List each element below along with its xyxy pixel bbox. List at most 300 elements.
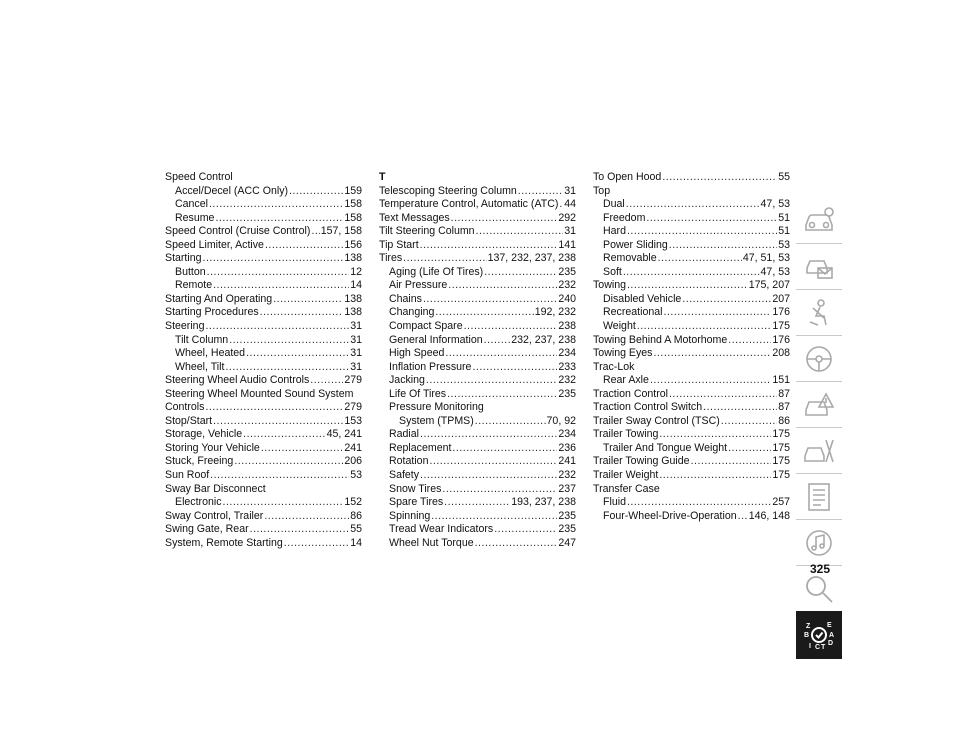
page-reference[interactable]: 232, 237, 238 xyxy=(511,333,576,346)
tab-index[interactable] xyxy=(796,611,842,659)
index-heading: Trac-Lok xyxy=(593,360,635,373)
index-subentry xyxy=(593,198,790,212)
index-entry xyxy=(379,239,576,253)
index-entry xyxy=(593,469,790,483)
page-reference[interactable]: 238 xyxy=(558,320,576,333)
dot-leader xyxy=(205,320,349,334)
entry-label: Storage, Vehicle xyxy=(165,428,243,441)
index-column-3 xyxy=(593,171,790,523)
entry-label: Spare Tires xyxy=(389,496,444,509)
dot-leader xyxy=(215,212,343,226)
index-letter-i: I xyxy=(809,643,811,650)
index-subentry xyxy=(379,537,576,551)
entry-label: Dual xyxy=(603,198,625,211)
dot-leader xyxy=(476,225,564,239)
entry-label: Four-Wheel-Drive-Operation xyxy=(603,509,737,522)
index-entry xyxy=(165,320,362,334)
index-subentry xyxy=(165,266,362,280)
page-number: 325 xyxy=(809,562,831,576)
steering-wheel-icon xyxy=(802,342,836,376)
page-reference[interactable]: 234 xyxy=(558,347,576,360)
entry-label: Hard xyxy=(603,225,626,238)
entry-label: Aging (Life Of Tires) xyxy=(389,265,484,278)
index-subentry xyxy=(165,198,362,212)
page-reference[interactable]: 192, 232 xyxy=(534,306,576,319)
index-entry xyxy=(593,279,790,293)
dot-leader xyxy=(213,279,349,293)
entry-label: Starting Procedures xyxy=(165,306,259,319)
page-reference[interactable]: 31 xyxy=(564,225,576,238)
index-subentry xyxy=(165,496,362,510)
car-tools-icon xyxy=(802,434,836,468)
index-entry xyxy=(379,252,576,266)
index-entry xyxy=(379,198,576,212)
page-reference[interactable]: 47, 51, 53 xyxy=(742,252,790,265)
page-reference[interactable]: 247 xyxy=(558,536,576,549)
index-entry xyxy=(593,415,790,429)
page-reference[interactable]: 279 xyxy=(344,401,362,414)
page-reference[interactable]: 146, 148 xyxy=(748,509,790,522)
entry-label: Wheel, Heated xyxy=(175,347,246,360)
page-reference[interactable]: 152 xyxy=(344,496,362,509)
page-reference[interactable]: 31 xyxy=(350,333,362,346)
index-az-icon xyxy=(802,618,836,652)
page-reference[interactable]: 233 xyxy=(558,360,576,373)
entry-label: Trailer Weight xyxy=(593,469,659,482)
index-subentry xyxy=(593,320,790,334)
page-reference[interactable]: 234 xyxy=(558,428,576,441)
entry-label: Fluid xyxy=(603,496,626,509)
index-subentry xyxy=(379,442,576,456)
entry-label: Telescoping Steering Column xyxy=(379,184,517,197)
checklist-icon xyxy=(802,480,836,514)
dot-leader xyxy=(210,469,349,483)
page-reference[interactable]: 87 xyxy=(778,401,790,414)
dot-leader xyxy=(234,455,343,469)
entry-label: Sun Roof xyxy=(165,469,210,482)
index-letter-d: D xyxy=(828,640,834,647)
entry-label: Traction Control xyxy=(593,387,668,400)
entry-label: Jacking xyxy=(389,374,425,387)
dot-leader xyxy=(721,415,777,429)
dot-leader xyxy=(475,415,546,429)
entry-label: Speed Limiter, Active xyxy=(165,238,264,251)
entry-label: Radial xyxy=(389,428,420,441)
entry-label: Controls xyxy=(165,401,205,414)
page-reference[interactable]: 236 xyxy=(558,441,576,454)
entry-label: Speed Control (Cruise Control) xyxy=(165,225,311,238)
dot-leader xyxy=(225,361,349,375)
page-reference[interactable]: 47, 53 xyxy=(760,198,790,211)
entry-label: Air Pressure xyxy=(389,279,448,292)
page-reference[interactable]: 175 xyxy=(772,320,790,333)
index-heading: Sway Bar Disconnect xyxy=(165,482,266,495)
index-entry xyxy=(593,334,790,348)
dot-leader xyxy=(265,239,343,253)
index-subentry xyxy=(379,510,576,524)
dot-leader xyxy=(426,374,557,388)
entry-label: Steering Wheel Audio Controls xyxy=(165,374,310,387)
index-subentry xyxy=(165,334,362,348)
index-heading: Speed Control xyxy=(165,171,233,183)
index-entry xyxy=(379,212,576,226)
page-reference[interactable]: 240 xyxy=(558,292,576,305)
dot-leader xyxy=(403,252,486,266)
entry-label: Temperature Control, Automatic (ATC) xyxy=(379,198,559,211)
index-entry xyxy=(593,428,790,442)
page-reference[interactable]: 157, 158 xyxy=(320,225,362,238)
dot-leader xyxy=(250,523,350,537)
page-reference[interactable]: 53 xyxy=(778,238,790,251)
page-reference[interactable]: 235 xyxy=(558,509,576,522)
index-subentry xyxy=(593,239,790,253)
index-entry xyxy=(379,185,576,199)
page-reference[interactable]: 156 xyxy=(344,238,362,251)
dot-leader xyxy=(637,320,772,334)
dot-leader xyxy=(662,171,777,185)
entry-label: Weight xyxy=(603,320,636,333)
index-letter-z: Z xyxy=(806,623,811,630)
page-reference[interactable]: 241 xyxy=(558,455,576,468)
entry-label: Storing Your Vehicle xyxy=(165,441,260,454)
index-entry xyxy=(593,455,790,469)
dot-leader xyxy=(452,442,557,456)
page-reference[interactable]: 55 xyxy=(778,171,790,183)
dot-leader xyxy=(444,496,510,510)
dot-leader xyxy=(484,334,511,348)
page-reference[interactable]: 153 xyxy=(344,414,362,427)
entry-label: General Information xyxy=(389,333,483,346)
entry-label: Tread Wear Indicators xyxy=(389,523,494,536)
dot-leader xyxy=(626,198,760,212)
page-reference[interactable]: 232 xyxy=(558,279,576,292)
index-entry xyxy=(379,225,576,239)
dot-leader xyxy=(246,347,349,361)
entry-label: System, Remote Starting xyxy=(165,536,283,549)
dot-leader xyxy=(627,496,771,510)
entry-label: Soft xyxy=(603,265,622,278)
index-subentry xyxy=(593,306,790,320)
dot-leader xyxy=(310,374,343,388)
tab-safety[interactable] xyxy=(796,289,842,335)
entry-label: Cancel xyxy=(175,198,208,211)
index-subentry xyxy=(593,510,790,524)
dot-leader xyxy=(420,469,557,483)
dot-leader xyxy=(435,306,533,320)
entry-label: Stop/Start xyxy=(165,414,213,427)
entry-label: Trailer Sway Control (TSC) xyxy=(593,414,720,427)
index-entry xyxy=(593,401,790,415)
page-reference[interactable]: 45, 241 xyxy=(326,428,362,441)
index-subentry xyxy=(165,185,362,199)
tab-servicing-maintenance[interactable] xyxy=(796,427,842,473)
index-subentry xyxy=(593,266,790,280)
entry-label: Swing Gate, Rear xyxy=(165,523,249,536)
entry-label: Trailer Towing Guide xyxy=(593,455,690,468)
index-heading: Top xyxy=(593,184,611,197)
dot-leader xyxy=(213,415,343,429)
index-entry xyxy=(165,469,362,483)
index-subentry xyxy=(593,374,790,388)
dot-leader xyxy=(728,334,771,348)
index-entry xyxy=(165,442,362,456)
entry-label: Replacement xyxy=(389,441,452,454)
entry-label: Changing xyxy=(389,306,435,319)
index-heading: Steering Wheel Mounted Sound System xyxy=(165,387,354,400)
entry-label: Safety xyxy=(389,469,420,482)
entry-label: To Open Hood xyxy=(593,171,662,183)
page-reference[interactable]: 31 xyxy=(350,320,362,333)
page-reference[interactable]: 138 xyxy=(344,306,362,319)
dot-leader xyxy=(431,510,557,524)
page-reference[interactable]: 175 xyxy=(772,441,790,454)
page-reference[interactable]: 55 xyxy=(350,523,362,536)
entry-label: Wheel, Tilt xyxy=(175,360,225,373)
page-reference[interactable]: 70, 92 xyxy=(546,414,576,427)
entry-label: Trailer Towing xyxy=(593,428,659,441)
dot-leader xyxy=(627,279,748,293)
page-reference[interactable]: 206 xyxy=(344,455,362,468)
entry-label: Remote xyxy=(175,279,213,292)
entry-label: Snow Tires xyxy=(389,482,442,495)
entry-label: Disabled Vehicle xyxy=(603,292,682,305)
entry-label: Towing Behind A Motorhome xyxy=(593,333,728,346)
page-reference[interactable]: 14 xyxy=(350,279,362,292)
index-entry xyxy=(165,537,362,551)
tab-getting-to-know-instrument[interactable] xyxy=(796,243,842,289)
page-reference[interactable]: 175 xyxy=(772,455,790,468)
dot-leader xyxy=(420,428,557,442)
entry-label: System (TPMS) xyxy=(399,414,474,427)
dot-leader xyxy=(669,388,777,402)
page-reference[interactable]: 87 xyxy=(778,387,790,400)
page-reference[interactable]: 47, 53 xyxy=(760,265,790,278)
entry-label: Inflation Pressure xyxy=(389,360,472,373)
dot-leader xyxy=(205,401,343,415)
dot-leader xyxy=(658,252,742,266)
page-reference[interactable]: 235 xyxy=(558,265,576,278)
page-reference[interactable]: 137, 232, 237, 238 xyxy=(487,252,576,265)
dot-leader xyxy=(445,347,557,361)
index-subentry xyxy=(379,523,576,537)
page-reference[interactable]: 208 xyxy=(772,347,790,360)
chapter-tab-strip xyxy=(796,197,842,659)
dot-leader xyxy=(559,198,563,212)
dot-leader xyxy=(223,496,344,510)
dot-leader xyxy=(420,239,558,253)
index-subentry xyxy=(379,266,576,280)
page-reference[interactable]: 176 xyxy=(772,306,790,319)
page-reference[interactable]: 141 xyxy=(558,238,576,251)
car-envelope-icon xyxy=(802,250,836,284)
index-column-1 xyxy=(165,171,362,550)
entry-label: Chains xyxy=(389,292,422,305)
index-entry xyxy=(165,428,362,442)
index-subentry xyxy=(379,428,576,442)
section-letter: T xyxy=(379,171,386,183)
index-entry xyxy=(165,252,362,266)
page-reference[interactable]: 86 xyxy=(350,509,362,522)
dot-leader xyxy=(451,212,558,226)
index-subentry xyxy=(379,347,576,361)
page-reference[interactable]: 176 xyxy=(772,333,790,346)
tab-emergencies[interactable] xyxy=(796,381,842,427)
entry-label: Rear Axle xyxy=(603,374,649,387)
index-entry xyxy=(593,171,790,185)
page-reference[interactable]: 237 xyxy=(558,482,576,495)
page-reference[interactable]: 232 xyxy=(558,469,576,482)
index-subentry xyxy=(593,212,790,226)
dot-leader xyxy=(650,374,771,388)
page-reference[interactable]: 14 xyxy=(350,536,362,549)
index-entry xyxy=(165,510,362,524)
tab-multimedia[interactable] xyxy=(796,519,842,565)
page-reference[interactable]: 241 xyxy=(344,441,362,454)
page-reference[interactable]: 175, 207 xyxy=(748,279,790,292)
dot-leader xyxy=(429,455,557,469)
index-subentry xyxy=(379,334,576,348)
page-reference[interactable]: 31 xyxy=(564,184,576,197)
index-subentry xyxy=(165,279,362,293)
page-reference[interactable]: 207 xyxy=(772,292,790,305)
entry-label: Trailer And Tongue Weight xyxy=(603,441,728,454)
entry-label: Tires xyxy=(379,252,403,265)
entry-label: Compact Spare xyxy=(389,320,463,333)
index-subentry xyxy=(379,483,576,497)
index-entry xyxy=(593,347,790,361)
index-subentry xyxy=(379,374,576,388)
entry-label: Steering xyxy=(165,320,205,333)
page-reference[interactable]: 193, 237, 238 xyxy=(511,496,576,509)
tab-technical-specifications[interactable] xyxy=(796,473,842,519)
page-reference[interactable]: 151 xyxy=(772,374,790,387)
page-reference[interactable]: 279 xyxy=(344,374,362,387)
entry-label: Removable xyxy=(603,252,657,265)
entry-label: Towing Eyes xyxy=(593,347,653,360)
page-reference[interactable]: 232 xyxy=(558,374,576,387)
car-dashboard-icon xyxy=(802,203,836,237)
dot-leader xyxy=(448,279,557,293)
page-reference[interactable]: 86 xyxy=(778,414,790,427)
index-letter-b: B xyxy=(804,632,810,639)
dot-leader xyxy=(472,361,557,375)
entry-label: Tilt Steering Column xyxy=(379,225,475,238)
index-subentry xyxy=(379,415,576,429)
entry-label: Recreational xyxy=(603,306,663,319)
index-subentry xyxy=(165,212,362,226)
entry-label: Tip Start xyxy=(379,238,419,251)
page-reference[interactable]: 175 xyxy=(772,469,790,482)
page-reference[interactable]: 31 xyxy=(350,360,362,373)
dot-leader xyxy=(659,469,771,483)
dot-leader xyxy=(627,225,777,239)
index-heading: Transfer Case xyxy=(593,482,660,495)
page-reference[interactable]: 257 xyxy=(772,496,790,509)
dot-leader xyxy=(691,455,772,469)
index-subentry xyxy=(593,252,790,266)
index-subentry xyxy=(593,442,790,456)
dot-leader xyxy=(442,483,557,497)
dot-leader xyxy=(261,442,343,456)
dot-leader xyxy=(646,212,777,226)
dot-leader xyxy=(663,306,771,320)
entry-label: Towing xyxy=(593,279,626,292)
page-reference[interactable]: 159 xyxy=(344,184,362,197)
entry-label: Life Of Tires xyxy=(389,387,447,400)
page-reference[interactable]: 138 xyxy=(344,252,362,265)
index-entry xyxy=(165,293,362,307)
index-letter-t: T xyxy=(821,644,826,651)
index-subentry xyxy=(379,293,576,307)
page-reference[interactable]: 31 xyxy=(350,347,362,360)
index-subentry xyxy=(165,361,362,375)
index-entry xyxy=(165,455,362,469)
entry-label: Electronic xyxy=(175,496,222,509)
dot-leader xyxy=(311,225,319,239)
index-entry xyxy=(593,388,790,402)
entry-label: Starting And Operating xyxy=(165,292,273,305)
index-heading: Pressure Monitoring xyxy=(389,401,484,414)
index-subentry xyxy=(379,455,576,469)
index-subentry xyxy=(165,347,362,361)
index-subentry xyxy=(379,388,576,402)
page-reference[interactable]: 292 xyxy=(558,211,576,224)
page-reference[interactable]: 53 xyxy=(350,469,362,482)
page-reference[interactable]: 44 xyxy=(564,198,576,211)
page-reference[interactable]: 51 xyxy=(778,211,790,224)
entry-label: Traction Control Switch xyxy=(593,401,703,414)
car-warning-icon xyxy=(802,388,836,422)
dot-leader xyxy=(623,266,760,280)
dot-leader xyxy=(659,428,771,442)
index-subentry xyxy=(379,320,576,334)
seated-person-seatbelt-icon xyxy=(802,296,836,330)
entry-label: Tilt Column xyxy=(175,333,229,346)
dot-leader xyxy=(464,320,558,334)
page-reference[interactable]: 158 xyxy=(344,211,362,224)
entry-label: High Speed xyxy=(389,347,445,360)
index-entry xyxy=(165,306,362,320)
dot-leader xyxy=(682,293,771,307)
index-letter-a: A xyxy=(829,632,835,639)
index-subentry xyxy=(379,496,576,510)
entry-label: Stuck, Freeing xyxy=(165,455,234,468)
page-reference[interactable]: 158 xyxy=(344,198,362,211)
index-letter-e: E xyxy=(827,622,832,629)
dot-leader xyxy=(728,442,771,456)
index-subentry xyxy=(379,361,576,375)
dot-leader xyxy=(243,428,325,442)
page-reference[interactable]: 12 xyxy=(350,265,362,278)
entry-label: Spinning xyxy=(389,509,431,522)
tab-getting-to-know-vehicle[interactable] xyxy=(796,197,842,243)
page-reference[interactable]: 51 xyxy=(778,225,790,238)
dot-leader xyxy=(475,537,558,551)
page-reference[interactable]: 175 xyxy=(772,428,790,441)
dot-leader xyxy=(209,198,343,212)
entry-label: Power Sliding xyxy=(603,238,668,251)
dot-leader xyxy=(273,293,343,307)
dot-leader xyxy=(653,347,771,361)
page-reference[interactable]: 235 xyxy=(558,387,576,400)
dot-leader xyxy=(207,266,350,280)
entry-label: Accel/Decel (ACC Only) xyxy=(175,184,289,197)
tab-starting-operating[interactable] xyxy=(796,335,842,381)
entry-label: Wheel Nut Torque xyxy=(389,536,474,549)
dot-leader xyxy=(289,185,343,199)
page-reference[interactable]: 235 xyxy=(558,523,576,536)
page-reference[interactable]: 138 xyxy=(344,292,362,305)
